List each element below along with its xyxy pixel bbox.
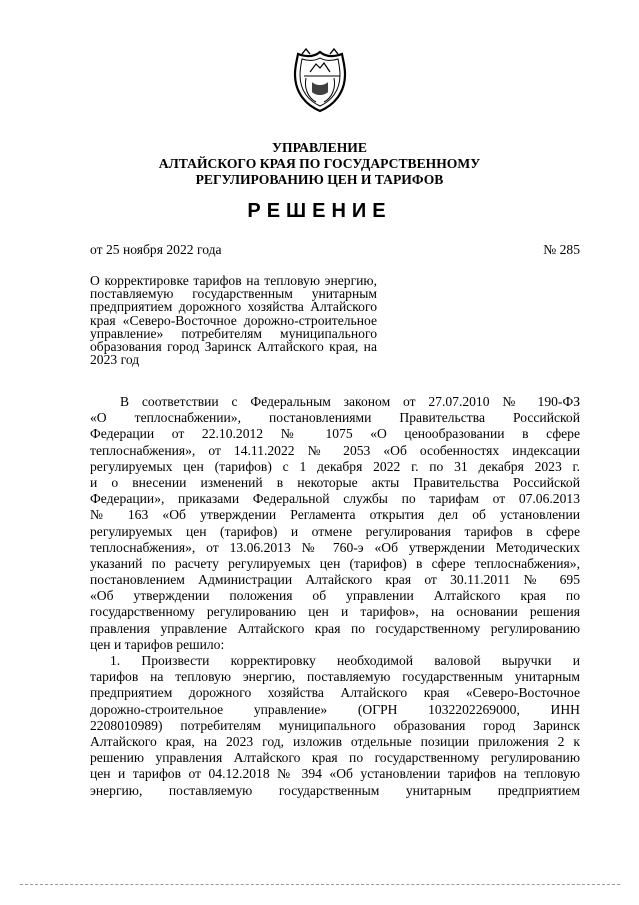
- body-line: Федерации от 22.10.2012 № 1075 «О ценообразовании в сфере: [90, 426, 580, 442]
- document-body: [90, 394, 580, 799]
- body-line: Федерации», приказами Федеральной службы по тарифам от 07.06.2013: [90, 491, 580, 507]
- body-line: Алтайского края, на 2023 год, изложив отдельные позиции приложения 2 к: [90, 733, 580, 749]
- body-line: государственному регулированию цен и тарифов», на основании решения: [90, 604, 580, 620]
- body-line: регулируемых цен (тарифов) и отмене регулирования тарифов в сфере: [90, 523, 580, 539]
- body-line: теплоснабжения», от 14.11.2022 № 2053 «Об особенностях индексации: [90, 442, 580, 458]
- org-name-line-1: УПРАВЛЕНИЕ: [272, 140, 367, 155]
- document-title: РЕШЕНИЕ: [247, 200, 392, 222]
- body-line: энергию, поставляемую государственным унитарным предприятием: [90, 782, 580, 798]
- body-line: указаний по расчету регулируемых цен (тарифов) в сфере теплоснабжения»,: [90, 555, 580, 571]
- body-line: и о внесении изменений в некоторые акты Правительства Российской: [90, 474, 580, 490]
- document-date: от 25 ноября 2022 года: [90, 242, 222, 257]
- body-line: теплоснабжения», от 13.06.2013 № 760-э «Об утверждении Методических: [90, 539, 580, 555]
- org-name-line-2: АЛТАЙСКОГО КРАЯ ПО ГОСУДАРСТВЕННОМУ: [158, 156, 481, 171]
- body-line: цен и тарифов от 04.12.2018 № 394 «Об установлении тарифов на тепловую: [90, 766, 580, 782]
- page-bottom-rule: [20, 884, 620, 885]
- body-line: цен и тарифов решило:: [90, 636, 225, 652]
- body-line: дорожно-строительное управление» (ОГРН 1032202269000, ИНН: [90, 701, 580, 717]
- body-line: «О теплоснабжении», постановлениями Правительства Российской: [90, 410, 580, 426]
- body-line: регулируемых цен (тарифов) с 1 декабря 2022 г. по 31 декабря 2023 г.: [90, 458, 580, 474]
- body-line: № 163 «Об утверждении Регламента открытия дел об установлении: [90, 507, 580, 523]
- body-line: правления управление Алтайского края по государственному регулированию: [90, 620, 580, 636]
- document-subject: О корректировке тарифов на тепловую энергию, поставляемую государственным унитарным предприятием дорожного хозяйства Алтайского края «Северо-Восточное дорожно-строительное управление» потребителям муниципального образования город Заринск Алтайского края, на 2023 год: [90, 273, 377, 368]
- body-line: тарифов на тепловую энергию, поставляемую государственным унитарным: [90, 669, 580, 685]
- body-line: 2208010989) потребителям муниципального образования город Заринск: [90, 717, 580, 733]
- body-line: предприятием дорожного хозяйства Алтайского края «Северо-Восточное: [90, 685, 580, 701]
- org-name-line-3: РЕГУЛИРОВАНИЮ ЦЕН И ТАРИФОВ: [195, 172, 444, 187]
- body-line: решению управления Алтайского края по государственному регулированию: [90, 750, 580, 766]
- coat-of-arms-emblem: [290, 48, 350, 114]
- document-number: № 285: [543, 242, 580, 257]
- body-line: В соответствии с Федеральным законом от 27.07.2010 № 190-ФЗ: [120, 394, 580, 409]
- body-line: постановлением Администрации Алтайского края от 30.11.2011 № 695: [90, 572, 580, 588]
- body-line: «Об утверждении положения об управлении Алтайского края по: [90, 588, 580, 604]
- body-line: 1. Произвести корректировку необходимой валовой выручки и: [110, 653, 580, 668]
